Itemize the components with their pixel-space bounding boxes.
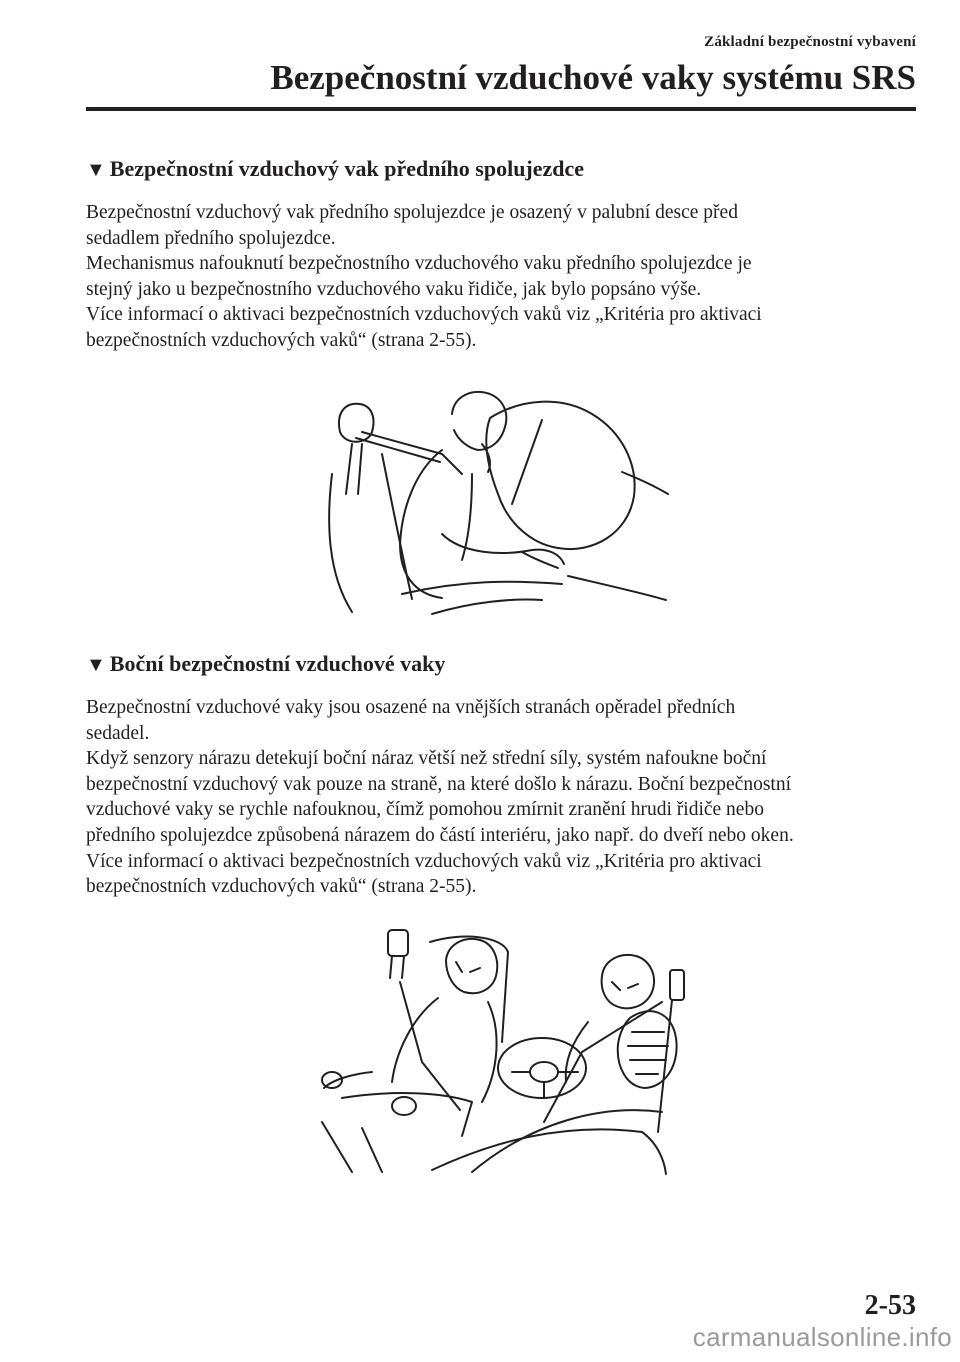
section-heading-text: Bezpečnostní vzduchový vak předního spolujezdce [109,156,585,181]
body-line: vzduchové vaky se rychle nafouknou, čímž pomohou zmírnit zranění hrudi řidiče nebo [86,799,764,821]
section-heading-text: Boční bezpečnostní vzduchové vaky [109,651,446,676]
head-restraint-posts [346,444,362,494]
triangle-marker-icon: ▼ [86,159,106,181]
airbag-seam [512,420,542,504]
side-airbag-illustration [312,922,692,1178]
inflated-airbag [486,402,634,549]
dashboard-top [622,472,668,494]
seat-front [642,1132,666,1174]
passenger-torso-back [400,450,442,598]
driver-head-restraint [670,970,684,1000]
passenger-hand [522,552,558,568]
seat-cushion [402,582,562,594]
driver-seatbelt [544,1002,662,1122]
left-restraint-posts [390,956,404,978]
lap-belt [432,600,542,614]
floor-line [432,1129,642,1170]
watermark[interactable]: carmanualsonline.info [692,1322,952,1352]
left-torso-right [482,1002,497,1102]
body-line: předního spolujezdce způsobená nárazem do částí interiéru, jako např. do dveří nebo oken. [86,824,794,846]
driver-face [612,982,638,990]
seat-back-outline [329,474,352,612]
body-line: sedadel. [86,722,150,744]
passenger-airbag-illustration [322,384,672,624]
section-body-side-airbags [86,695,926,900]
body-line: Bezpečnostní vzduchový vak předního spolujezdce je osazený v palubní desce před [86,202,738,223]
side-airbag-folds [628,1032,668,1074]
head-restraint-shape [339,404,374,442]
body-line: bezpečnostních vzduchových vaků“ (strana 2-55). [86,329,477,351]
left-arm [324,1072,372,1088]
body-line: Bezpečnostní vzduchové vaky jsou osazené na vnějších stranách opěradel předních [86,697,736,718]
left-seat-legs [322,1122,382,1172]
body-line: sedadlem předního spolujezdce. [86,227,336,249]
page-number: 2-53 [864,1290,916,1321]
steering-hub [530,1062,558,1082]
chapter-title: Základní bezpečnostní vybavení [704,34,916,50]
passenger-head [452,392,506,450]
body-line: bezpečnostní vzduchový vak pouze na straně, na které došlo k nárazu. Boční bezpečnostní [86,773,791,795]
body-line: stejný jako u bezpečnostního vzduchového vaku řidiče, jak bylo popsáno výše. [86,278,702,300]
section-heading-passenger-airbag [86,156,584,182]
section-body-passenger-airbag [86,200,926,354]
left-head-restraint [388,930,408,956]
left-passenger-head [446,939,497,993]
page-title: Bezpečnostní vzduchové vaky systému SRS [270,58,916,97]
door-line [472,1110,662,1172]
driver-head [602,955,654,1008]
body-line: bezpečnostních vzduchových vaků“ (strana 2-55). [86,876,477,898]
side-airbag [618,1011,677,1088]
left-hand-lower [392,1097,416,1115]
left-seatbelt [400,982,460,1110]
dashboard-lower [568,576,666,600]
left-passenger-face [456,962,480,972]
passenger-arm [442,534,564,564]
body-line: Více informací o aktivaci bezpečnostních vzduchových vaků viz „Kritéria pro aktivaci [86,850,762,872]
body-line: Více informací o aktivaci bezpečnostních vzduchových vaků viz „Kritéria pro aktivaci [86,304,762,326]
section-heading-side-airbags [86,651,445,677]
body-line: Když senzory nárazu detekují boční náraz větší než střední síly, systém nafoukne boční [86,748,767,770]
body-line: Mechanismus nafouknutí bezpečnostního vzduchového vaku předního spolujezdce je [86,253,752,275]
triangle-marker-icon: ▼ [86,654,106,676]
header-divider [86,107,916,111]
